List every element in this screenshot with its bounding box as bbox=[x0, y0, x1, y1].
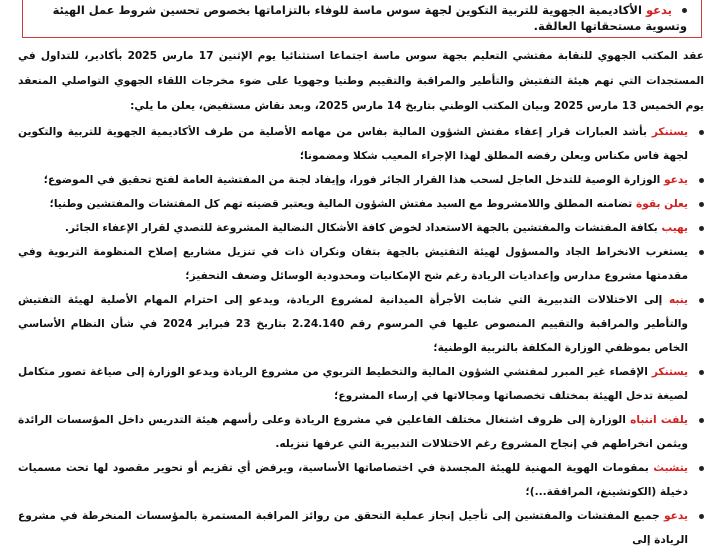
list-item bbox=[18, 192, 708, 216]
bullet-icon bbox=[699, 514, 704, 519]
bullet-icon bbox=[699, 418, 704, 423]
bullet-icon bbox=[699, 226, 704, 231]
bullet-icon bbox=[699, 202, 704, 207]
item-text: بأشد العبارات قرار إعفاء مفتش الشؤون المالية بفاس من مهامه الأصلية من طرف الأكاديمية الجهوية للتربية والتكوين لجهة فاس مكناس ويعلن رفضه المطلق لهذا الإجراء المعيب شكلا ومضمونا؛ bbox=[18, 126, 688, 162]
item-keyword: يتشبث bbox=[653, 462, 688, 474]
list-item bbox=[18, 456, 708, 504]
bullet-icon bbox=[699, 466, 704, 471]
list-item bbox=[18, 288, 708, 360]
item-keyword: يلفت انتباه bbox=[630, 414, 688, 426]
item-text: بكافة المفتشات والمفتشين بالجهة الاستعداد لخوض كافة الأشكال النضالية المشروعة للتصدي لقرار الإعفاء الجائر. bbox=[64, 222, 658, 234]
list-item bbox=[18, 240, 708, 288]
item-keyword: ينبه bbox=[668, 294, 688, 306]
list-item bbox=[18, 360, 708, 408]
list-item bbox=[18, 120, 708, 168]
item-text: الوزارة الوصية للتدخل العاجل لسحب هذا القرار الجائر فورا، وإيفاد لجنة من المفتشية العامة لفتح تحقيق في الموضوع؛ bbox=[43, 174, 661, 186]
highlight-text: الأكاديمية الجهوية للتربية التكوين لجهة سوس ماسة للوفاء بالتزاماتها بخصوص تحسين شروط عمل الهيئة وتسوية مستحقاتها العالقة. bbox=[52, 3, 687, 33]
highlight-keyword: يدعو bbox=[645, 3, 672, 17]
item-text: إلى الاختلالات التدبيرية التي شابت الأجرأة الميدانية لمشروع الريادة، ويدعو إلى احترام المهام الأصلية لهيئة التفتيش والتأطير والمراقبة والتقييم المنصوص عليها في المرسوم رقم 2.24.140 بتاريخ 23 فبراير 2024 في شأن النظام الأساسي الخاص بموظفي الوزارة المكلفة بالتربية الوطنية؛ bbox=[18, 294, 688, 354]
item-text: تضامنه المطلق واللامشروط مع السيد مفتش الشؤون المالية ويعتبر قضيته تهم كل المفتشات والمفتشين وطنيا؛ bbox=[49, 198, 633, 210]
bullet-icon bbox=[699, 298, 704, 303]
list-item bbox=[18, 168, 708, 192]
item-text: الوزارة إلى ظروف اشتغال مختلف الفاعلين في مشروع الريادة وعلى رأسهم هيئة التدريس داخل المؤسسات الرائدة ويثمن انخراطهم في إنجاح المشروع رغم الاختلالات التدبيرية التي عرفها تنزيله. bbox=[18, 414, 688, 450]
intro-paragraph: عقد المكتب الجهوي للنقابة مفتشي التعليم بجهة سوس ماسة اجتماعا استثنائيا يوم الإثنين 17 مارس 2025 بأكادير، للتداول في المستجدات التي تهم هيئة التفتيش والتأطير والمراقبة والتقييم وطنيا وجهويا على ضوء مخرجات اللقاء الجهوي التواصلي المنعقد يوم الخميس 13 مارس 2025 وبيان المكتب الوطني بتاريخ 14 مارس 2025، وبعد نقاش مستفيض، يعلن ما يلي: bbox=[18, 50, 704, 112]
list-item bbox=[18, 408, 708, 456]
highlight-box bbox=[22, 0, 702, 38]
item-keyword: يدعو bbox=[664, 174, 688, 186]
list-item bbox=[18, 504, 708, 552]
bullet-icon bbox=[699, 250, 704, 255]
list-item bbox=[18, 216, 708, 240]
bullet-icon bbox=[682, 8, 687, 13]
bullet-icon bbox=[699, 370, 704, 375]
item-text: يستغرب الانخراط الجاد والمسؤول لهيئة التفتيش بالجهة بتفان ونكران ذات في تنزيل مشاريع إصلاح المنظومة التربوية وفي مقدمتها مشروع مدارس وإعداديات الريادة رغم شح الإمكانيات ومحدودية الوسائل وضعف التحفيز؛ bbox=[18, 246, 688, 282]
item-keyword: يعلن بقوة bbox=[635, 198, 688, 210]
item-text: الإقصاء غير المبرر لمفتشي الشؤون المالية والتخطيط التربوي من مشروع الريادة ويدعو الوزارة إلى صياغة تصور متكامل لصيغة تدخل الهيئة بمختلف تخصصاتها ومجالاتها في إرساء المشروع؛ bbox=[18, 366, 688, 402]
item-keyword: يستنكر bbox=[651, 366, 688, 378]
item-keyword: يهيب bbox=[661, 222, 688, 234]
item-text: بمقومات الهوية المهنية للهيئة المجسدة في اختصاصاتها الأساسية، ويرفض أي تقزيم أو تحوير مقصود لها تحت مسميات دخيلة (الكوتشينغ، المرافقة...)؛ bbox=[18, 462, 688, 498]
bullet-icon bbox=[699, 178, 704, 183]
item-keyword: يستنكر bbox=[651, 126, 688, 138]
item-keyword: يدعو bbox=[664, 510, 688, 522]
bullet-icon bbox=[699, 130, 704, 135]
item-text: جميع المفتشات والمفتشين إلى تأجيل إنجاز عملية التحقق من روائز المراقبة المستمرة بالمؤسسات المنخرطة في مشروع الريادة إلى bbox=[18, 510, 688, 546]
statement-list bbox=[18, 120, 708, 552]
